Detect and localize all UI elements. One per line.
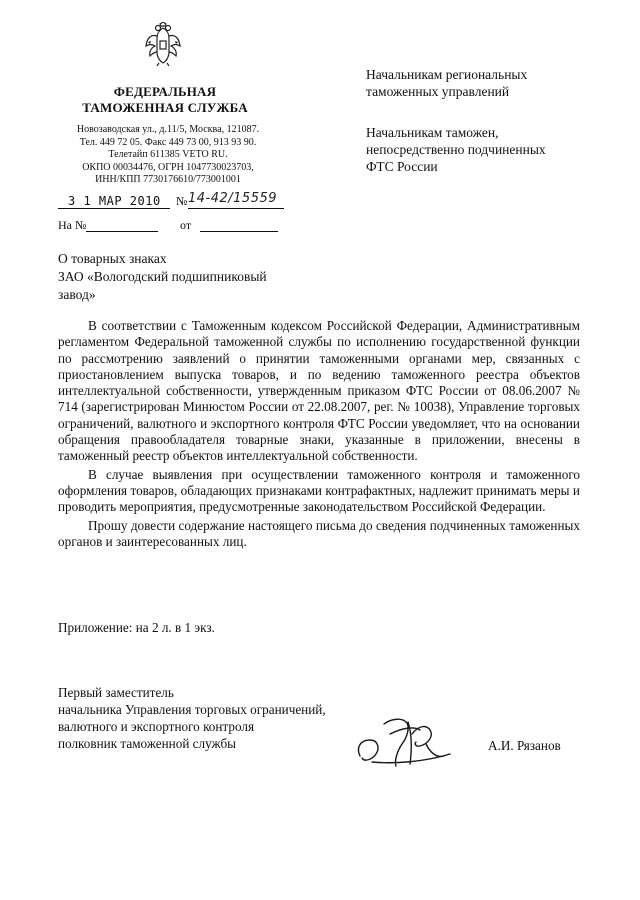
addressee-line: таможенных управлений	[366, 84, 510, 99]
signatory-title-line: валютного и экспортного контроля	[58, 719, 255, 734]
addressee-line: непосредственно подчиненных	[366, 142, 546, 157]
subject-line: завод»	[58, 287, 96, 302]
contact-line: Новозаводская ул., д.11/5, Москва, 121087.	[76, 124, 260, 135]
subject-line: ЗАО «Вологодский подшипниковый	[58, 269, 267, 284]
ref-number-label: На №	[58, 218, 87, 232]
letter-subject	[58, 250, 338, 304]
handwritten-signature	[354, 704, 464, 774]
reference-line	[58, 218, 298, 236]
attachment-note: Приложение: на 2 л. в 1 экз.	[58, 620, 215, 635]
russian-coat-of-arms-icon	[143, 22, 183, 66]
organization-contacts	[58, 124, 278, 187]
body-paragraph: В случае выявления при осуществлении таможенного контроля и таможенного оформления товаров, обладающих признаками контрафактных, надлежит принимать меры и проводить мероприятия, предусмотренные законодательством Российской Федерации.	[58, 466, 580, 515]
org-line-1: ФЕДЕРАЛЬНАЯ	[113, 84, 217, 99]
outgoing-number: 14-42/15559	[188, 191, 278, 206]
body-paragraph: В соответствии с Таможенным кодексом Российской Федерации, Административным регламентом Федеральной таможенной службы по исполнению государственной функции по рассмотрению заявлений о принятии таможенными органами мер, связанных с приостановлением выпуска товаров, и по ведению таможенного реестра объектов интеллектуальной собственности, утвержденным приказом ФТС России от 08.06.2007 № 714 (зарегистрирован Минюстом России от 22.08.2007, рег. № 10038), Управление торговых ограничений, валютного и экспортного контроля ФТС России уведомляет, что на основании обращения правообладателя товарные знаки, указанные в приложении, внесены в таможенный реестр объектов интеллектуальной собственности.	[58, 318, 580, 464]
subject-line: О товарных знаках	[58, 251, 167, 266]
org-line-2: ТАМОЖЕННАЯ СЛУЖБА	[82, 100, 248, 115]
signatory-title-line: начальника Управления торговых ограничений,	[58, 702, 326, 717]
body-paragraph: Прошу довести содержание настоящего письма до сведения подчиненных таможенных органов и заинтересованных лиц.	[58, 517, 580, 549]
addressee-line: Начальникам таможен,	[366, 125, 499, 140]
organization-name	[70, 84, 260, 116]
ref-date-label: от	[180, 218, 192, 232]
signatory-title-line: полковник таможенной службы	[58, 736, 237, 751]
contact-line: ИНН/КПП 7730176610/773001001	[95, 174, 241, 185]
number-underline	[188, 208, 284, 209]
signatory-title	[58, 684, 378, 752]
ref-date-blank	[200, 231, 278, 232]
addressee-regional	[366, 66, 606, 100]
addressee-line: Начальникам региональных	[366, 67, 528, 82]
contact-line: Тел. 449 72 05. Факс 449 73 00, 913 93 90.	[79, 136, 257, 148]
addressee-customs	[366, 124, 606, 175]
number-sign: №	[176, 194, 188, 208]
date-number-line	[58, 191, 288, 212]
contact-line: ОКПО 00034476, ОГРН 1047730023703,	[82, 161, 254, 173]
date-stamp: 3 1 MAP 2010	[68, 194, 161, 208]
contact-line: Телетайп 611385 VETO RU.	[108, 149, 228, 160]
date-underline	[58, 208, 170, 209]
ref-number-blank	[86, 231, 158, 232]
signatory-name: А.И. Рязанов	[488, 738, 561, 753]
letter-body	[58, 318, 580, 550]
addressee-line: ФТС России	[366, 159, 438, 174]
signatory-title-line: Первый заместитель	[58, 685, 174, 700]
